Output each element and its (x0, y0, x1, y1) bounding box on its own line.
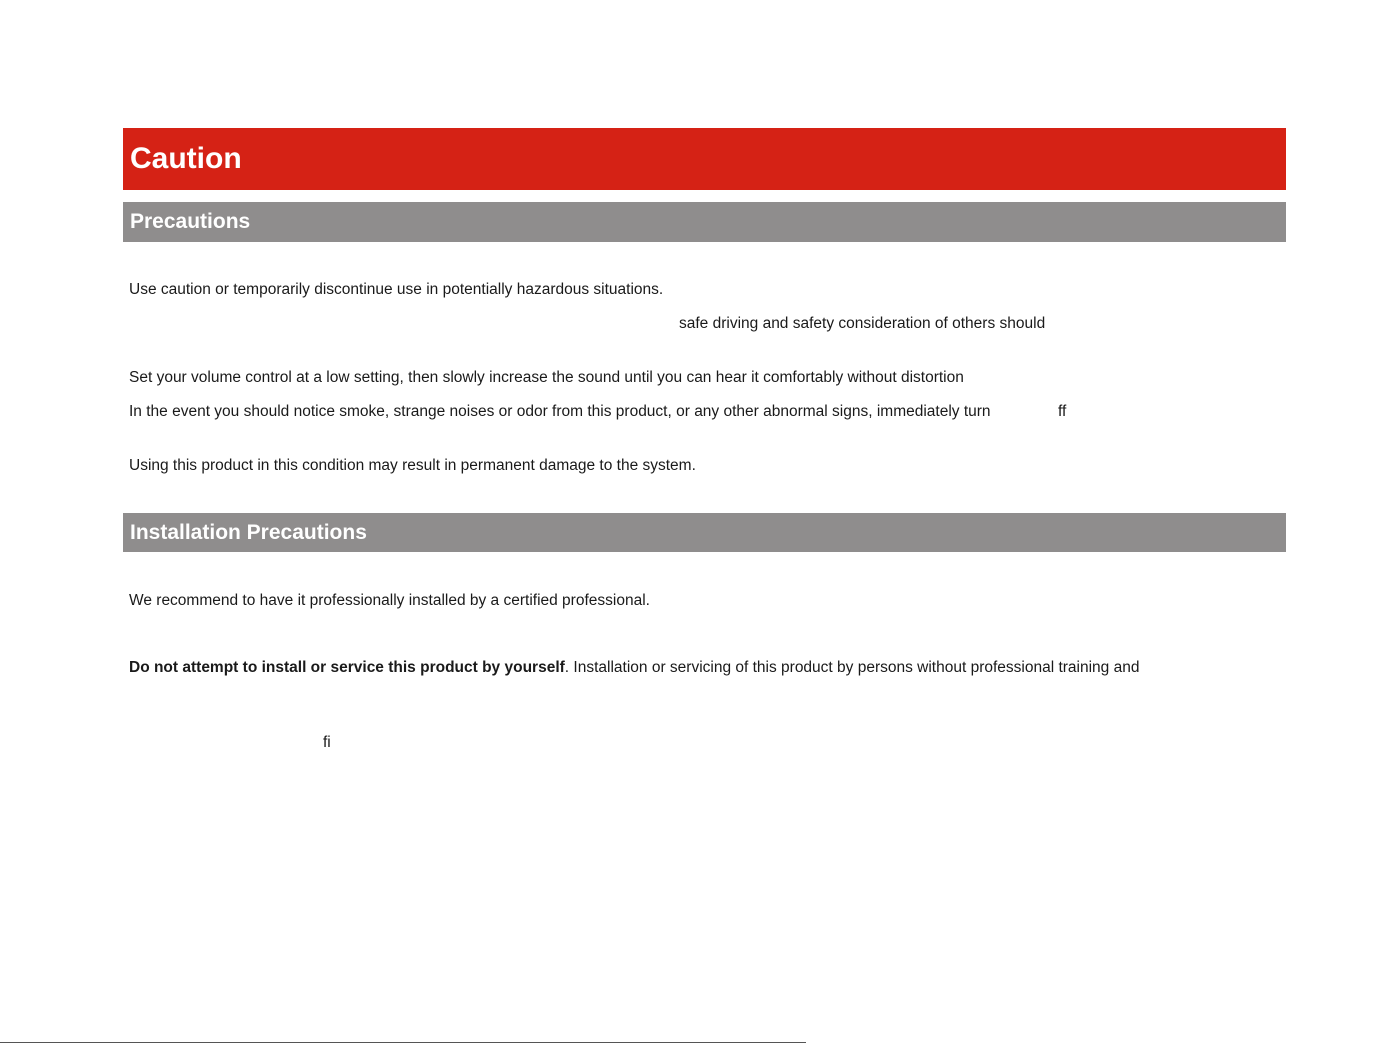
installation-warning (129, 658, 1139, 678)
precaution-line-5: Using this product in this condition may result in permanent damage to the system. (129, 457, 696, 474)
page-title: Caution (130, 142, 242, 175)
precaution-line-3: Set your volume control at a low setting, then slowly increase the sound until you can hear it comfortably without distortion (129, 369, 964, 386)
precaution-line-2: safe driving and safety consideration of others should (679, 315, 1046, 332)
installation-warning-rest: . Installation or servicing of this product by persons without professional training and (564, 659, 1140, 676)
section-title-installation: Installation Precautions (130, 520, 367, 544)
section-header-precautions (123, 202, 1286, 242)
section-title-precautions: Precautions (130, 210, 251, 233)
installation-warning-bold: Do not attempt to install or service this product by yourself (129, 659, 565, 676)
section-header-installation (123, 513, 1286, 552)
footer-divider (0, 1042, 806, 1043)
precaution-line-1: Use caution or temporarily discontinue use in potentially hazardous situations. (129, 281, 664, 298)
page-title-banner (123, 128, 1286, 190)
precaution-line-4-fragment: ff (1058, 403, 1067, 420)
installation-fragment: fi (323, 734, 331, 751)
precaution-line-4: In the event you should notice smoke, strange noises or odor from this product, or any other abnormal signs, immediately turn (129, 403, 991, 420)
installation-recommend: We recommend to have it professionally installed by a certified professional. (129, 592, 650, 609)
